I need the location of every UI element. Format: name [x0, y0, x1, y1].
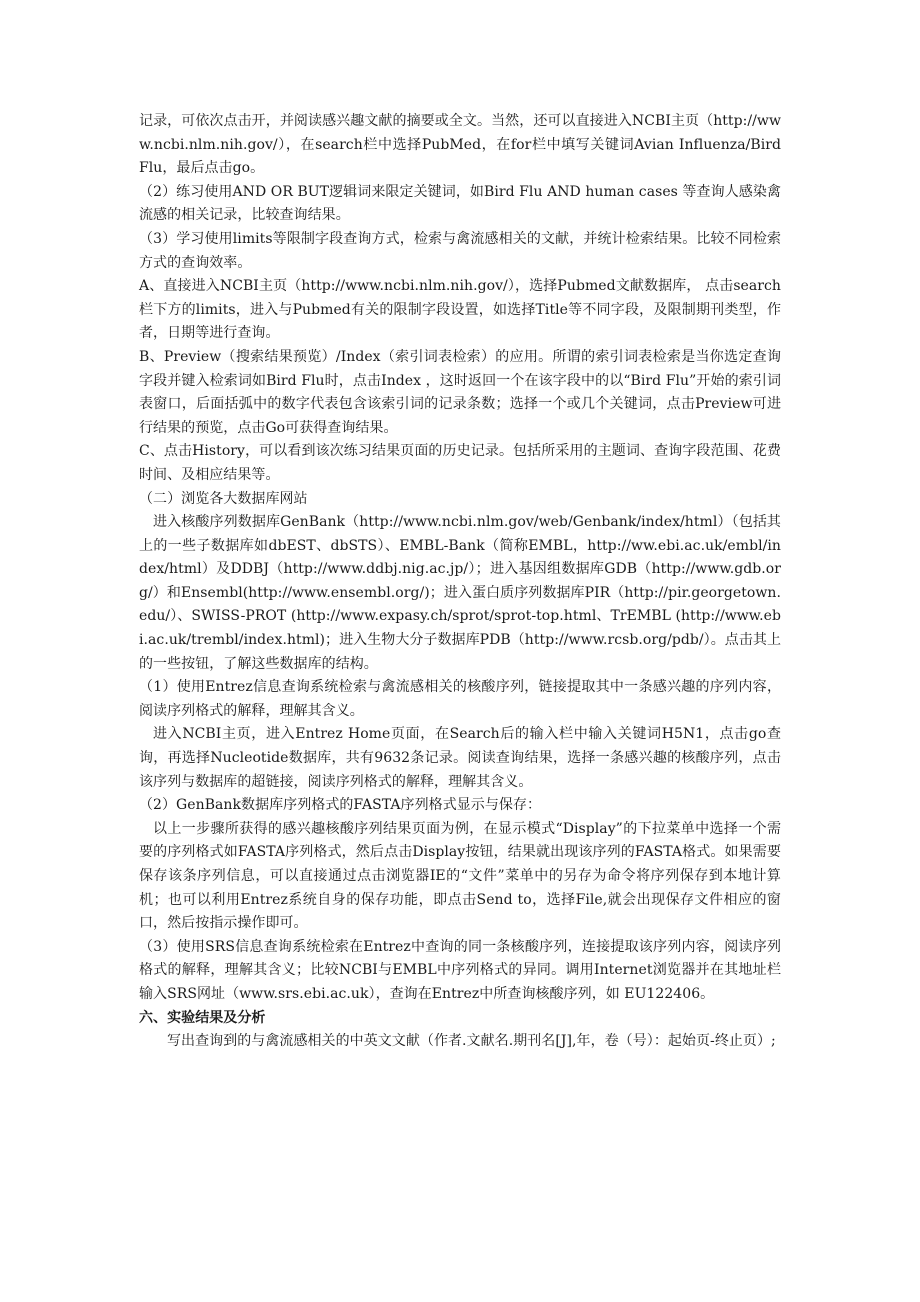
paragraph-step-2-logic-words: （2）练习使用AND OR BUT逻辑词来限定关键词，如Bird Flu AND human cases 等查询人感染禽流感的相关记录，比较查询结果。 — [139, 183, 781, 224]
paragraph-ncbi-h5n1: 进入NCBI主页，进入Entrez Home页面，在Search后的输入栏中输入关键词H5N1，点击go查询，再选择Nucleotide数据库，共有9632条记录。阅读查询结果，选择一条感兴趣的核酸序列，点击该序列与数据库的超链接，阅读序列格式的解释，理解其含义。 — [139, 726, 781, 790]
paragraph-step-3-limits: （3）学习使用limits等限制字段查询方式，检索与禽流感相关的文献，并统计检索结果。比较不同检索方式的查询效率。 — [139, 230, 781, 271]
paragraph-pubmed-search: 记录，可依次点击开，并阅读感兴趣文献的摘要或全文。当然，还可以直接进入NCBI主页（http://www.ncbi.nlm.nih.gov/），在search栏中选择PubMed，在for栏中填写关键词Avian Influenza/Bird Flu，最后点击go。 — [139, 113, 781, 177]
paragraph-step-1-entrez: （1）使用Entrez信息查询系统检索与禽流感相关的核酸序列，链接提取其中一条感兴趣的序列内容，阅读序列格式的解释，理解其含义。 — [139, 679, 781, 719]
paragraph-c-history: C、点击History，可以看到该次练习结果页面的历史记录。包括所采用的主题词、查询字段范围、花费时间、及相应结果等。 — [139, 443, 781, 483]
paragraph-step-2-fasta: （2）GenBank数据库序列格式的FASTA序列格式显示与保存： — [139, 797, 542, 814]
section-browse-databases: （二）浏览各大数据库网站 — [139, 490, 308, 507]
paragraph-results-instruction: 写出查询到的与禽流感相关的中英文文献（作者.文献名.期刊名[J],年，卷（号）：起始页-终止页）; — [167, 1033, 776, 1050]
section-heading-results: 六、实验结果及分析 — [139, 1009, 266, 1026]
paragraph-a-limits: A、直接进入NCBI主页（http://www.ncbi.nlm.nih.gov/），选择Pubmed文献数据库， 点击search栏下方的limits，进入与Pubmed有关的限制字段设置，如选择Title等不同字段，及限制期刊类型，作者，日期等进行查询。 — [139, 278, 781, 342]
paragraph-databases-list: 进入核酸序列数据库GenBank（http://www.ncbi.nlm.gov/web/Genbank/index/html）（包括其上的一些子数据库如dbEST、dbSTS）、EMBL-Bank（简称EMBL，http://ww.ebi.ac.uk/embl/index/html）及DDBJ（http://www.ddbj.nig.ac.jp/）；进入基因组数据库GDB（http://www.gdb.org/）和Ensembl(http://www.ensembl.org/)；进入蛋白质序列数据库PIR（http://pir.georgetown.edu/）、SWISS-PROT (http://www.expasy.ch/sprot/sprot-top.html、TrEMBL (http://www.ebi.ac.uk/trembl/index.html)；进入生物大分子数据库PDB（http://www.rcsb.org/pdb/）。点击其上的一些按钮，了解这些数据库的结构。 — [139, 514, 781, 672]
document-body — [139, 110, 781, 1054]
paragraph-step-3-srs: （3）使用SRS信息查询系统检索在Entrez中查询的同一条核酸序列，连接提取该序列内容，阅读序列格式的解释，理解其含义；比较NCBI与EMBL中序列格式的异同。调用Internet浏览器并在其地址栏输入SRS网址（www.srs.ebi.ac.uk），查询在Entrez中所查询核酸序列，如 EU122406。 — [139, 938, 781, 1002]
paragraph-fasta-save: 以上一步骤所获得的感兴趣核酸序列结果页面为例，在显示模式“Display”的下拉菜单中选择一个需要的序列格式如FASTA序列格式，然后点击Display按钮，结果就出现该序列的FASTA格式。如果需要保存该条序列信息，可以直接通过点击浏览器IE的“文件”菜单中的另存为命令将序列保存到本地计算机；也可以利用Entrez系统自身的保存功能，即点击Send to，选择File,就会出现保存文件相应的窗口，然后按指示操作即可。 — [139, 820, 781, 932]
paragraph-b-preview-index: B、Preview（搜索结果预览）/Index（索引词表检索）的应用。所谓的索引词表检索是当你选定查询字段并键入检索词如Bird Flu时，点击Index ，这时返回一个在该字段中的以“Bird Flu”开始的索引词表窗口，后面括弧中的数字代表包含该索引词的记录条数；选择一个或几个关键词，点击Preview可进行结果的预览，点击Go可获得查询结果。 — [139, 348, 781, 436]
